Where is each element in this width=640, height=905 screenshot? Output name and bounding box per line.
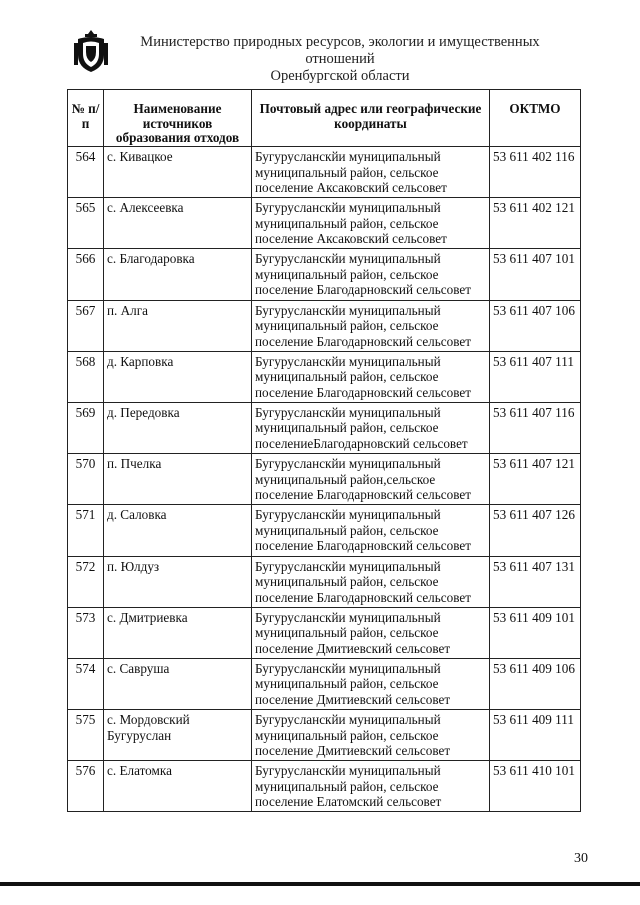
table-row xyxy=(68,454,581,505)
settlement-address: Бугурусланскйи муниципальный муниципальный район, сельское поселение Аксаковский сельсовет xyxy=(252,147,490,198)
oktmo-code: 53 611 407 106 xyxy=(490,300,581,351)
table-row xyxy=(68,505,581,556)
settlement-address: Бугурусланскйи муниципальный муниципальный район, сельское поселение Дмитиевский сельсовет xyxy=(252,710,490,761)
settlement-name: д. Карповка xyxy=(104,351,252,402)
settlement-name: с. Благодаровка xyxy=(104,249,252,300)
settlement-name: с. Кивацкое xyxy=(104,147,252,198)
settlement-name: с. Елатомка xyxy=(104,761,252,812)
table-header-row xyxy=(68,90,581,147)
settlement-name: с. Алексеевка xyxy=(104,198,252,249)
row-number: 575 xyxy=(68,710,104,761)
column-header-name: Наименование источников образования отходов xyxy=(104,90,252,147)
table-row xyxy=(68,147,581,198)
document-header xyxy=(120,34,560,85)
oktmo-code: 53 611 407 121 xyxy=(490,454,581,505)
table-row xyxy=(68,607,581,658)
oktmo-code: 53 611 402 121 xyxy=(490,198,581,249)
oktmo-code: 53 611 410 101 xyxy=(490,761,581,812)
settlement-address: Бугурусланскйи муниципальный муниципальный район, сельское поселение Аксаковский сельсовет xyxy=(252,198,490,249)
oktmo-code: 53 611 407 116 xyxy=(490,402,581,453)
column-header-oktmo: ОКТМО xyxy=(490,90,581,147)
column-header-number: № п/п xyxy=(68,90,104,147)
settlement-address: Бугурусланскйи муниципальный муниципальный район, сельское поселение Благодарновский сельсовет xyxy=(252,300,490,351)
row-number: 573 xyxy=(68,607,104,658)
row-number: 570 xyxy=(68,454,104,505)
table-row xyxy=(68,761,581,812)
row-number: 572 xyxy=(68,556,104,607)
ministry-name: Министерство природных ресурсов, экологии и имущественных отношений xyxy=(140,34,540,67)
settlement-address: Бугурусланскйи муниципальный муниципальный район, сельское поселение Благодарновский сельсовет xyxy=(252,556,490,607)
row-number: 574 xyxy=(68,658,104,709)
settlement-name: с. Мордовский Бугуруслан xyxy=(104,710,252,761)
settlement-name: п. Алга xyxy=(104,300,252,351)
table-row xyxy=(68,710,581,761)
table-row xyxy=(68,351,581,402)
oktmo-code: 53 611 407 131 xyxy=(490,556,581,607)
settlement-address: Бугурусланскйи муниципальный муниципальный район, сельское поселениеБлагодарновский сельсовет xyxy=(252,402,490,453)
page-number: 30 xyxy=(574,851,588,866)
row-number: 565 xyxy=(68,198,104,249)
oktmo-code: 53 611 409 111 xyxy=(490,710,581,761)
settlement-name: с. Дмитриевка xyxy=(104,607,252,658)
row-number: 569 xyxy=(68,402,104,453)
settlement-name: д. Передовка xyxy=(104,402,252,453)
oktmo-code: 53 611 402 116 xyxy=(490,147,581,198)
settlement-name: п. Юлдуз xyxy=(104,556,252,607)
settlement-address: Бугурусланскйи муниципальный муниципальный район, сельское поселение Благодарновский сельсовет xyxy=(252,249,490,300)
table-row xyxy=(68,249,581,300)
settlement-address: Бугурусланскйи муниципальный муниципальный район,сельское поселение Благодарновский сельсовет xyxy=(252,454,490,505)
row-number: 567 xyxy=(68,300,104,351)
footer-rule xyxy=(0,882,640,886)
row-number: 576 xyxy=(68,761,104,812)
settlement-address: Бугурусланскйи муниципальный муниципальный район, сельское поселение Благодарновский сельсовет xyxy=(252,351,490,402)
table-row xyxy=(68,300,581,351)
row-number: 571 xyxy=(68,505,104,556)
coat-of-arms-icon xyxy=(74,29,108,73)
waste-sources-table xyxy=(67,89,581,812)
oktmo-code: 53 611 407 111 xyxy=(490,351,581,402)
settlement-name: д. Саловка xyxy=(104,505,252,556)
column-header-address: Почтовый адрес или географические координаты xyxy=(252,90,490,147)
oktmo-code: 53 611 407 101 xyxy=(490,249,581,300)
settlement-name: с. Савруша xyxy=(104,658,252,709)
settlement-address: Бугурусланскйи муниципальный муниципальный район, сельское поселение Дмитиевский сельсовет xyxy=(252,607,490,658)
table-row xyxy=(68,402,581,453)
table-row xyxy=(68,198,581,249)
region-name: Оренбургской области xyxy=(270,68,410,84)
oktmo-code: 53 611 407 126 xyxy=(490,505,581,556)
table-row xyxy=(68,658,581,709)
settlement-address: Бугурусланскйи муниципальный муниципальный район, сельское поселение Елатомский сельсовет xyxy=(252,761,490,812)
oktmo-code: 53 611 409 101 xyxy=(490,607,581,658)
settlement-address: Бугурусланскйи муниципальный муниципальный район, сельское поселение Дмитиевский сельсовет xyxy=(252,658,490,709)
settlement-address: Бугурусланскйи муниципальный муниципальный район, сельское поселение Благодарновский сельсовет xyxy=(252,505,490,556)
row-number: 568 xyxy=(68,351,104,402)
row-number: 564 xyxy=(68,147,104,198)
row-number: 566 xyxy=(68,249,104,300)
table-row xyxy=(68,556,581,607)
oktmo-code: 53 611 409 106 xyxy=(490,658,581,709)
settlement-name: п. Пчелка xyxy=(104,454,252,505)
